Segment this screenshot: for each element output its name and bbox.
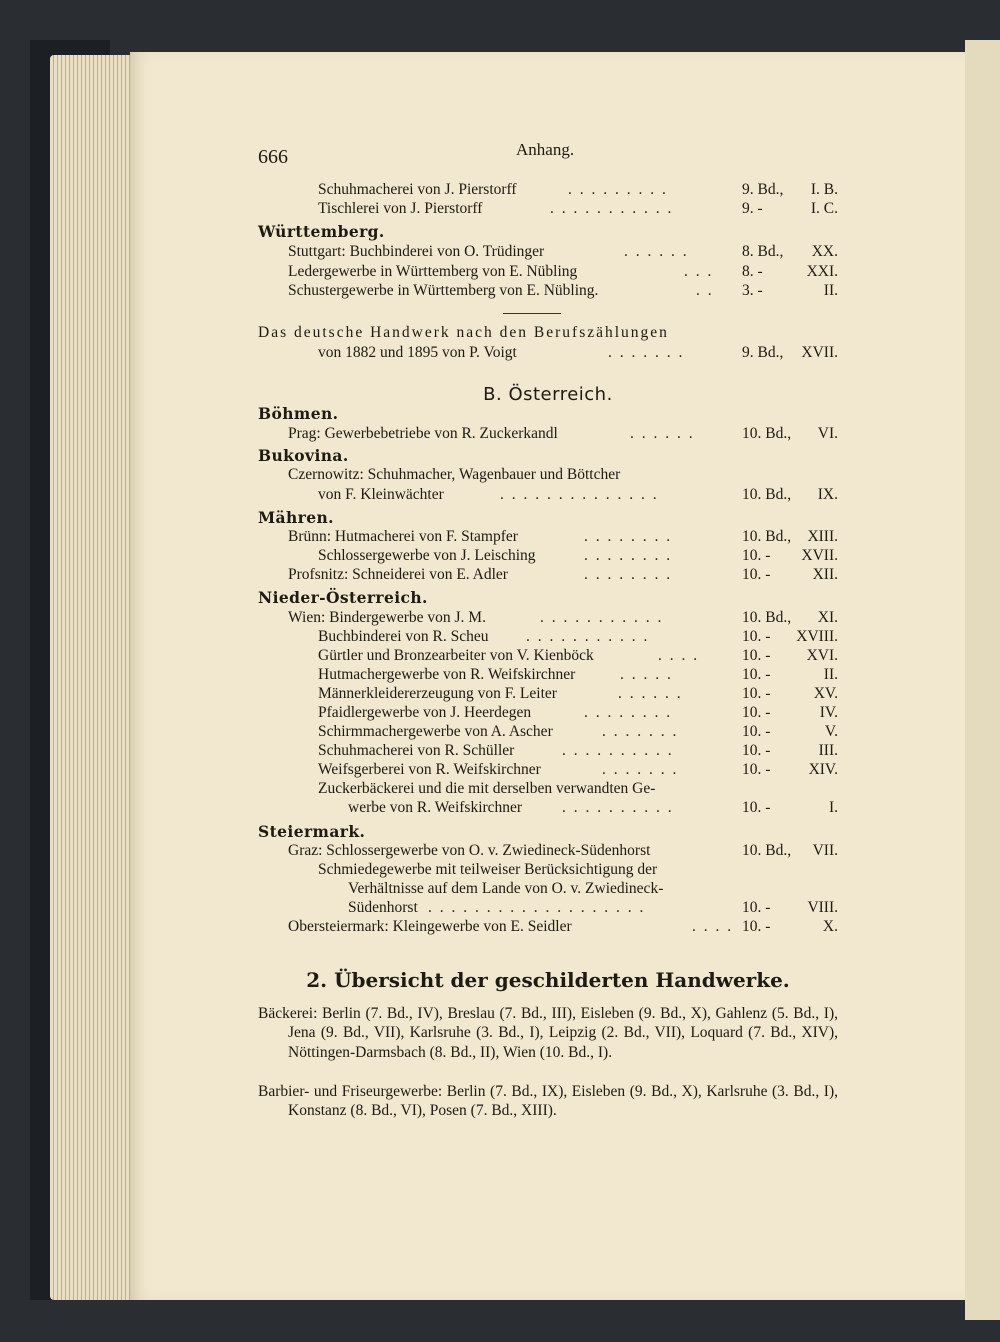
list-item: Schlossergewerbe von J. Leisching . . . . . . . . 10. - XVII. [318,547,838,564]
section-heading-niederoesterreich: Nieder-Österreich. [258,588,428,607]
list-item: Obersteiermark: Kleingewerbe von E. Seidler . . . . 10. - X. [288,918,838,935]
list-item: Schuhmacherei von J. Pierstorff . . . . . . . . . 9. Bd., I. B. [318,181,838,198]
divider [503,313,561,314]
list-item: Brünn: Hutmacherei von F. Stampfer . . . . . . . . 10. Bd., XIII. [288,528,838,545]
section-heading-bukovina: Bukovina. [258,446,349,465]
list-item: von 1882 und 1895 von P. Voigt . . . . . . . 9. Bd., XVII. [318,344,838,361]
list-item: Buchbinderei von R. Scheu . . . . . . . . . . . 10. - XVIII. [318,628,838,645]
heading-austria: B. Österreich. [483,384,613,405]
list-item: Prag: Gewerbebetriebe von R. Zuckerkandl . . . . . . 10. Bd., VI. [288,425,838,442]
list-item: Ledergewerbe in Württemberg von E. Nübling . . . 8. - XXI. [288,263,838,280]
section-heading-steiermark: Steiermark. [258,822,366,841]
heading-overview: 2. Übersicht der geschilderten Handwerke. [306,968,790,992]
section-heading-boehmen: Böhmen. [258,404,339,423]
section-heading-wuerttemberg: Württemberg. [258,222,385,241]
list-item: Schuhmacherei von R. Schüller . . . . . . . . . . 10. - III. [318,742,838,759]
list-item: werbe von R. Weifskirchner . . . . . . . . . . 10. - I. [348,799,838,816]
list-item: Schirmmachergewerbe von A. Ascher . . . . . . . 10. - V. [318,723,838,740]
schmiede-line-1: Schmiedegewerbe mit teilweiser Berücksichtigung der [318,861,658,878]
list-item: Stuttgart: Buchbinderei von O. Trüdinger . . . . . . 8. Bd., XX. [288,243,838,260]
running-title: Anhang. [516,140,575,159]
list-item: Gürtler und Bronzearbeiter von V. Kienböck . . . . 10. - XVI. [318,647,838,664]
page-stack-edge [50,55,135,1300]
voigt-line-1: Das deutsche Handwerk nach den Berufszählungen [258,324,669,341]
list-item: Südenhorst . . . . . . . . . . . . . . . . . . . 10. - VIII. [348,899,838,916]
list-item: Wien: Bindergewerbe von J. M. . . . . . . . . . . . 10. Bd., XI. [288,609,838,626]
list-item: Weifsgerberei von R. Weifskirchner . . . . . . . 10. - XIV. [318,761,838,778]
facing-page-edge [965,40,1000,1320]
list-item: Graz: Schlossergewerbe von O. v. Zwiedineck-Südenhorst 10. Bd., VII. [288,842,838,859]
paragraph-baecker-text: Bäckerei: Berlin (7. Bd., IV), Breslau (7. Bd., III), Eisleben (9. Bd., X), Gahlenz (5. Bd., I), Jena (9. Bd., VII), Karlsruhe (3. Bd., I), Leipzig (2. Bd., VII), Loquard (7. Bd., XIV), Nöttingen-Darmsbach (8. Bd., II), Wien (10. Bd., I). [258,1005,838,1061]
list-item: Hutmachergewerbe von R. Weifskirchner . . . . . 10. - II. [318,666,838,683]
list-item: Männerkleidererzeugung von F. Leiter . . . . . . 10. - XV. [318,685,838,702]
paragraph-barbier [258,1082,838,1121]
list-item: Profsnitz: Schneiderei von E. Adler . . . . . . . . 10. - XII. [288,566,838,583]
section-heading-maehren: Mähren. [258,508,334,527]
czernowitz-line: Czernowitz: Schuhmacher, Wagenbauer und Böttcher [288,466,621,483]
paragraph-barbier-text: Barbier- und Friseurgewerbe: Berlin (7. Bd., IX), Eisleben (9. Bd., X), Karlsruhe (3. Bd., I), Konstanz (8. Bd., VI), Posen (7. Bd., XIII). [258,1083,838,1120]
paragraph-baecker [258,1004,838,1062]
schmiede-line-2: Verhältnisse auf dem Lande von O. v. Zwiedineck- [348,880,664,897]
list-item: Pfaidlergewerbe von J. Heerdegen . . . . . . . . 10. - IV. [318,704,838,721]
list-item: Tischlerei von J. Pierstorff . . . . . . . . . . . 9. - I. C. [318,200,838,217]
list-item: von F. Kleinwächter . . . . . . . . . . . . . . 10. Bd., IX. [318,486,838,503]
page-number: 666 [258,146,288,168]
list-item: Schustergewerbe in Württemberg von E. Nübling. . . 3. - II. [288,282,838,299]
zuckerbaeckerei-line-1: Zuckerbäckerei und die mit derselben verwandten Ge- [318,780,656,797]
page-header [258,140,838,168]
